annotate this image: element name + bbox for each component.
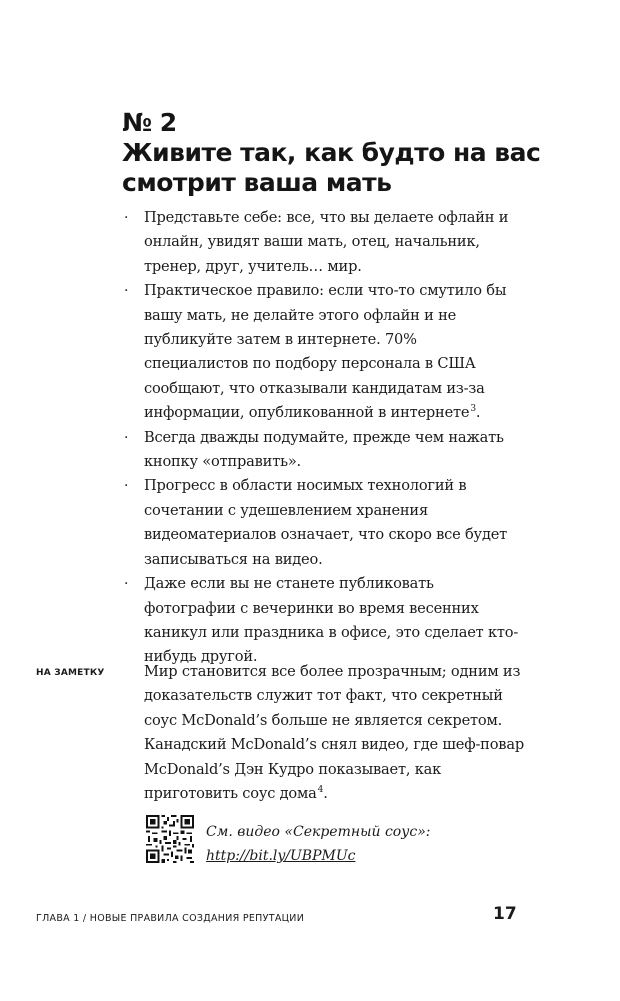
qr-caption [206,820,506,868]
qr-code-icon [146,815,194,863]
margin-note-text [144,660,524,806]
bullet-marker: · [124,478,129,495]
section-title-line-1: Живите так, как будто на вас [122,138,541,167]
bullet-marker: · [124,576,129,593]
section-heading [122,108,562,198]
section-number: № 2 [122,108,177,137]
footnote-ref: 3 [470,404,476,415]
footnote-ref: 4 [317,785,324,796]
bullet-item [122,426,522,475]
bullet-marker: · [124,283,129,300]
qr-caption-text: См. видео «Секретный соус»: [206,824,431,840]
bullet-marker: · [124,429,129,446]
bullet-tail: . [475,404,481,422]
bullet-text: Практическое правило: если что-то смутило бы вашу мать, не делайте этого офлайн и не публикуйте затем в интернете. 70% специалистов по подбору персонала в США сообщают, что отказывали кандидатам из-за информации, опубликованной в интернете [144,282,507,422]
margin-note-label: НА ЗАМЕТКУ [36,668,105,678]
bullet-item [122,206,522,279]
bullet-text: Даже если вы не станете публиковать фотографии с вечеринки во время весенних каникул или праздника в офисе, это сделает кто-нибудь другой. [144,575,519,666]
running-footer: ГЛАВА 1 / НОВЫЕ ПРАВИЛА СОЗДАНИЯ РЕПУТАЦИИ [36,913,305,924]
bullet-item [122,279,522,425]
bullet-text: Представьте себе: все, что вы делаете офлайн и онлайн, увидят ваши мать, отец, начальник, тренер, друг, учитель… мир. [144,209,509,275]
note-body: Мир становится все более прозрачным; одним из доказательств служит тот факт, что секретный соус McDonald’s больше не является секретом. Канадский McDonald’s снял видео, где шеф-повар McDonald’s Дэн Кудро показывает, как приготовить соус дома [144,663,524,803]
bullet-item [122,572,522,670]
bullet-text: Прогресс в области носимых технологий в сочетании с удешевлением хранения видеоматериалов означает, что скоро все будет записываться на видео. [144,477,508,568]
bullet-item [122,474,522,572]
note-tail: . [323,785,328,803]
section-title-line-2: смотрит ваша мать [122,168,392,197]
bullet-list [122,206,522,670]
bullet-marker: · [124,210,129,226]
page-number: 17 [493,904,517,924]
bullet-text: Всегда дважды подумайте, прежде чем нажать кнопку «отправить». [144,428,504,471]
video-link[interactable]: http://bit.ly/UBPMUc [206,848,356,864]
